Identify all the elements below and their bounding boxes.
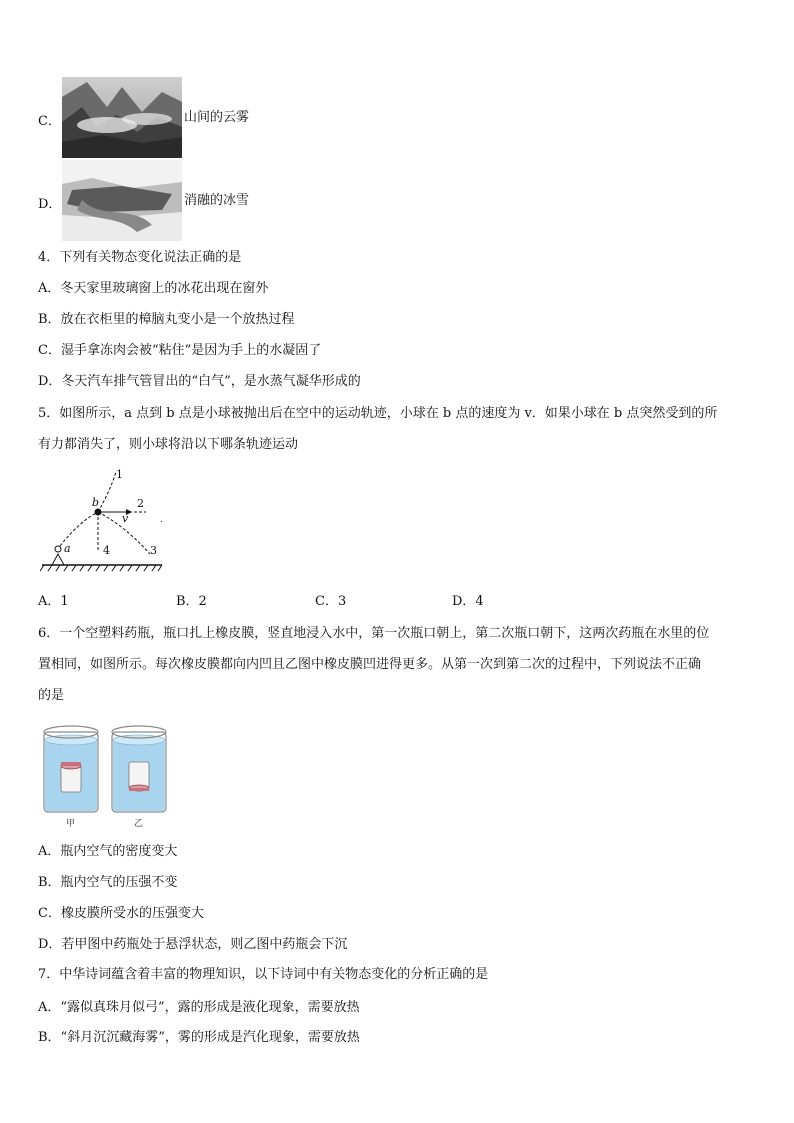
bottle-in-water-diagram (40, 718, 170, 830)
figure-right-label: 乙 (134, 819, 144, 829)
q4-option-a: A．冬天家里玻璃窗上的冰花出现在窗外 (38, 281, 269, 296)
path-2-label: 2 (137, 497, 144, 510)
q5-stem-line1: 5．如图所示，a 点到 b 点是小球被抛出后在空中的运动轨迹，小球在 b 点的速度为 v．如果小球在 b 点突然受到的所 (38, 406, 718, 421)
q7-option-b: B．“斜月沉沉藏海雾”，雾的形成是汽化现象，需要放热 (38, 1030, 360, 1045)
figure-left-label: 甲 (66, 819, 76, 829)
q5-option-c: C．3 (315, 594, 347, 609)
q6-stem-line1: 6．一个空塑料药瓶，瓶口扎上橡皮膜，竖直地浸入水中，第一次瓶口朝上，第二次瓶口朝下，这两次药瓶在水里的位 (38, 626, 710, 641)
q3-option-c-caption: 山间的云雾 (184, 110, 250, 125)
q5-option-a: A．1 (38, 594, 69, 609)
q3-option-d-letter: D． (38, 197, 62, 212)
q6-option-d: D．若甲图中药瓶处于悬浮状态，则乙图中药瓶会下沉 (38, 937, 348, 952)
point-b-label: b (92, 496, 100, 509)
path-3-label: 3 (150, 544, 157, 557)
point-a-label: a (64, 542, 71, 555)
melting-snow-image (62, 160, 182, 241)
trajectory-diagram (40, 466, 170, 576)
q6-option-c: C．橡皮膜所受水的压强变大 (38, 906, 204, 921)
q4-option-b: B．放在衣柜里的樟脑丸变小是一个放热过程 (38, 312, 295, 327)
q6-stem-line3: 的是 (38, 688, 65, 703)
q6-stem-line2: 置相同，如图所示。每次橡皮膜都向内凹且乙图中橡皮膜凹进得更多。从第一次到第二次的过程中，下列说法不正确 (38, 657, 702, 672)
velocity-v-label: v (122, 512, 129, 525)
mountain-fog-image (62, 77, 182, 158)
q7-stem: 7．中华诗词蕴含着丰富的物理知识，以下诗词中有关物态变化的分析正确的是 (38, 967, 489, 982)
q6-option-a: A．瓶内空气的密度变大 (38, 844, 178, 859)
q5-option-d: D．4 (452, 594, 484, 609)
path-4-label: 4 (103, 544, 110, 557)
q3-option-d-caption: 消融的冰雪 (184, 193, 250, 208)
path-1-label: 1 (116, 468, 123, 481)
q3-option-c-letter: C． (38, 114, 61, 129)
q5-stem-line2: 有力都消失了，则小球将沿以下哪条轨迹运动 (38, 437, 299, 452)
q6-option-b: B．瓶内空气的压强不变 (38, 875, 178, 890)
q4-option-c: C．湿手拿冻肉会被“粘住”是因为手上的水凝固了 (38, 343, 322, 358)
q4-option-d: D．冬天汽车排气管冒出的“白气”，是水蒸气凝华形成的 (38, 374, 361, 389)
q4-stem: 4．下列有关物态变化说法正确的是 (38, 250, 242, 265)
svg-text:.: . (160, 515, 163, 525)
q7-option-a: A．“露似真珠月似弓”，露的形成是液化现象，需要放热 (38, 1000, 360, 1015)
q5-option-b: B．2 (176, 594, 207, 609)
